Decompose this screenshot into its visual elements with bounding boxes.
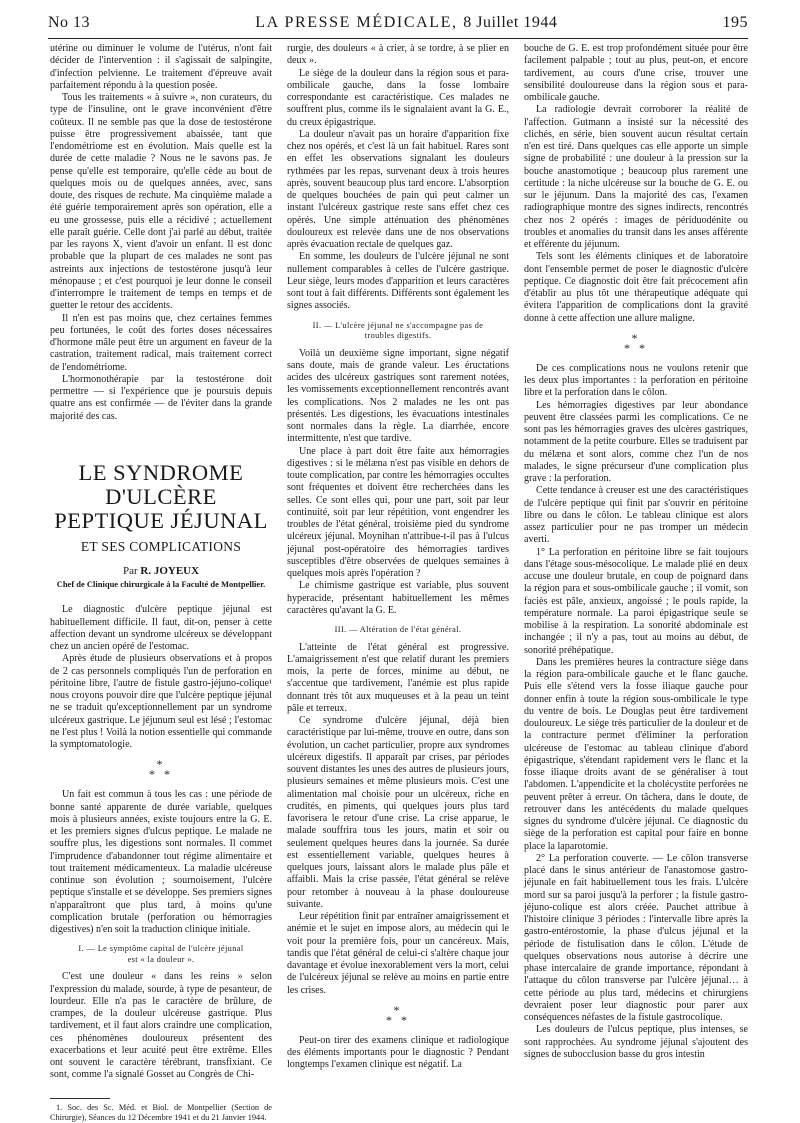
paragraph: C'est une douleur « dans les reins » selon l'expression du malade, sourde, à type de pesanteur, de lourdeur. Elle n'a pas le caractère de brûlure, de crampes, de la douleur ulcéreuse gastrique. Plus tardivement, et il faut alors craindre une complication, ces phénomènes douloureux présentent des exacerbations et leur acuité peut être extrême. Elles ont souvent le caractère térébrant, transfixiant. Ce sont, comme l'a signalé Gosset au Congrès de Chi- xyxy=(50,971,272,1081)
paragraph: 1° La perforation en péritoine libre se fait toujours dans l'étage sous-mésocolique. Le malade plié en deux accuse une douleur brutale, en coup de poignard dans la région para et sous-ombilicale gauche ; il vomit, son faciès est pâle, anxieux, angoissé ; le pouls rapide, la température normale. La paroi épigastrique seule se mobilise à la respiration. La sonorité abdominale est inchangée ; il n'y a pas, tout au moins au début, de sonorité préhépatique. xyxy=(524,546,748,656)
paragraph: Les douleurs de l'ulcus peptique, plus intenses, se sont rapprochées. Au syndrome jéjunal s'ajoutent des signes de subocclusion basse du gros intestin xyxy=(524,1024,748,1060)
paragraph: Une place à part doit être faite aux hémorragies digestives : si le mélæna n'est pas visible en dehors de toute complication, par contre les hémorragies occultes sont fréquentes et doivent être recherchées dans les selles. Ce sont elles qui, pour une part, soit par leur continuité, soit par leur répétition, vont engendrer les troubles de l'état général, troisième pied du syndrome ulcéreux jéjunal. Moynihan n'attribue-t-il pas à l'ulcus jéjunal post-opératoire des hémorragies tardives susceptibles d'être observées de quelques semaines à quelques mois après l'opération ? xyxy=(287,445,509,579)
author-line xyxy=(50,565,272,577)
separator-stars-bottom: * * xyxy=(149,767,173,782)
paragraph: Cette tendance à creuser est une des caractéristiques de l'ulcère peptique qui finit par s'ouvrir en péritoine libre ou dans le côlon. Le tableau clinique est alors assez particulier pour ne pas tromper un médecin averti. xyxy=(524,485,748,546)
paragraph: De ces complications nous ne voulons retenir que les deux plus importantes : la perforation en péritoine libre et la perforation dans le côlon. xyxy=(524,362,748,399)
paragraph: Le siège de la douleur dans la région sous et para-ombilicale gauche, dans la fosse lombaire correspondante est caractéristique. Ces malades ne souffrent plus, comme ils le signalaient avant la G. E., du creux épigastrique. xyxy=(287,67,509,128)
paragraph: bouche de G. E. est trop profondément située pour être facilement palpable ; tout au plus, peut-on, et encore tardivement, au cours d'une crise, trouver une sensibilité douloureuse dans la région sous et para-ombilicale gauche. xyxy=(524,43,748,103)
paragraph: Ce syndrome d'ulcère jéjunal, déjà bien caractéristique par lui-même, trouve en outre, dans son évolution, un cachet particulier, propre aux syndromes ulcéreux digestifs. Il apparaît par crises, par périodes souvent distantes les unes des autres de plusieurs jours, plusieurs semaines et même plusieurs mois. C'est une alimentation mal choisie pour un ulcéreux, riche en crudités, en piments, qui quelques jours plus tard favorisera le retour d'une crise. La crise apparue, le malade souffrira tous les jours, matin et soir ou seulement quelques heures dans la journée. Sa durée est essentiellement variable, quelques heures à quelques jours, laissant alors le malade plus pâle et affaibli. Mais la crise passée, l'état général se relève pour retomber à nouveau à la phase douloureuse suivante. xyxy=(287,715,509,910)
page-number: 195 xyxy=(722,14,748,31)
paragraph: En somme, les douleurs de l'ulcère jéjunal ne sont nullement comparables à celles de l'ulcère gastrique. Leur siège, leurs modes d'apparition et leurs caractères sont tout à fait différents. Différents sont également les signes associés. xyxy=(287,251,509,312)
paragraph: Leur répétition finit par entraîner amaigrissement et anémie et le sujet en impose alors, au médecin qui le voit pour la première fois, pour un cancéreux. Mais, tandis que l'état général de celui-ci s'altère chaque jour davantage et évolue inexorablement vers la mort, celui de l'ulcéreux jéjunal se relève au moins en partie entre les crises. xyxy=(287,911,509,996)
paragraph: Un fait est commun à tous les cas : une période de bonne santé apparente de durée variable, quelques mois à plusieurs années, existe toujours entre la G. E. et les premiers signes d'ulcus peptique. Le malade ne souffre plus, les digestions sont normales. Il commet l'imprudence d'abandonner tout régime alimentaire et tout traitement médicamenteux. La maladie ulcéreuse continue son évolution ; sournoisement, l'ulcère peptique s'installe et se développe. Ses premiers signes n'apparaîtront que plus tard, à moins qu'une complication brutale (perforation ou hémorragies digestives) n'en soit la traduction clinique initiale. xyxy=(50,789,272,935)
author-affiliation: Chef de Clinique chirurgicale à la Faculté de Montpellier. xyxy=(56,579,266,589)
separator-stars-top: * xyxy=(393,1002,403,1017)
article-subtitle: ET SES COMPLICATIONS xyxy=(80,538,242,554)
article-title xyxy=(50,461,272,533)
paragraph: Voilà un deuxième signe important, signe négatif sans doute, mais de grande valeur. Les éructations acides des ulcéreux gastriques sont rarement notées, les vomissements exceptionnellement rencontrés avant les complications. Nos 2 malades ne les ont pas présentés. Les digestions, les évacuations intestinales sont normales dans la règle. La diarrhée, encore intermittente, n'est que tardive. xyxy=(287,347,509,445)
section-heading-line: I. — Le symptôme capital de l'ulcère jéjunal xyxy=(78,944,244,954)
author-name: R. JOYEUX xyxy=(140,564,200,577)
issue-date: 8 Juillet 1944 xyxy=(463,14,558,31)
section-heading-3: III. — Altération de l'état général. xyxy=(334,625,462,634)
column-1 xyxy=(50,43,272,1123)
paragraph: 2° La perforation couverte. — Le côlon transverse placé dans le sinus antérieur de l'anastomose gastro-jéjunale en fait habituellement tous les frais. L'ulcère mord sur sa paroi jusqu'à la perforer ; la fistule gastro-jéjuno-colique est alors créée. Pauchet attribue à l'histoire clinique 3 périodes : l'intervalle libre après la gastro-entérostomie, la phase d'ulcus jéjunal et la période de fistulisation dans le côlon. L'étude de quelques observations nous autorise à décrire une phase intercalaire de grande importance, répondant à l'attaque du côlon transverse par l'ulcère jéjunal… à cette période au plus tard, médecins et chirurgiens devraient poser leur diagnostic pour parer aux conséquences néfastes de la fistule gastrocolique. xyxy=(524,852,748,1023)
paragraph: La radiologie devrait corroborer la réalité de l'affection. Gutmann a insisté sur la nécessité des clichés, en série, bien souvent aucun résultat certain n'en est tiré. Dans quelques cas elle apporte un simple signe de probabilité : une douleur à la pression sur la bouche anastomotique ; beaucoup plus rarement une certitude : la niche ulcéreuse sur la bouche de G. E. ou sur le jéjunum. Dans la majorité des cas, l'examen radiographique montre des signes indirects, rencontrés chez nos 2 opérés : images de périduodénite ou troubles et anomalies du transit dans les anses afférente et efférente du jéjunum. xyxy=(524,104,748,250)
section-heading-line: est « la douleur ». xyxy=(127,954,195,964)
page-header xyxy=(48,10,748,36)
column-3 xyxy=(524,43,748,1061)
paragraph: Tous les traitements « à suivre », non curateurs, du type de l'insuline, ont le grave inconvénient d'être coûteux. Il ne semble pas que la dose de testostérone puisse être progressivement abaissée, tant que l'endométriome est en évolution. Mais quelle est la durée de cette maladie ? Nous ne le savons pas. Je pense qu'elle est temporaire, qu'elle cède au bout de quelques mois ou de quelques années, avec, sans doute, des risques de rechute. Ma cinquième malade a été guérie temporairement après son opération, elle a eu une grossesse, puis elle a récidivé ; actuellement elle paraît guérie. Celle dont j'ai parlé au début, traitée par les rayons X, vient d'avoir un enfant. Il est donc probable que la plupart de ces malades ne sont pas astreints aux injections de testostérone jusqu'à leur ménopause ; et c'est pourquoi je leur donne le conseil d'interrompre le traitement de temps en temps et de guetter le retour des accidents. xyxy=(50,92,272,312)
paragraph: Il n'en est pas moins que, chez certaines femmes peu fortunées, le coût des fortes doses nécessaires d'hormone mâle peut être un argument en faveur de la castration, traitement radical, mais traitement correct de l'endométriome. xyxy=(50,312,272,373)
column-2 xyxy=(287,43,509,1072)
issue-number: No 13 xyxy=(48,14,91,31)
footnote-rule xyxy=(50,1098,110,1099)
paragraph: utérine ou diminuer le volume de l'utérus, n'ont fait décider de l'intervention : il s'agissait de salpingite, d'infection pelvienne. Le traitement d'épreuve avait parfaitement répondu à la question posée. xyxy=(50,43,272,91)
paragraph: Après étude de plusieurs observations et à propos de 2 cas personnels compliqués l'un de perforation en péritoine libre, l'autre de fistule gastro-jéjuno-colique¹ nous croyons pouvoir dire que l'ulcère peptique jéjunal ne se traduit qu'exceptionnellement par un syndrome ulcéreux gastrique. Le jéjunum seul est lésé ; l'estomac ne l'est plus ! Voilà la notion essentielle qui commande la symptomatologie. xyxy=(50,653,272,750)
header-rule xyxy=(48,38,748,39)
paragraph: Le chimisme gastrique est variable, plus souvent hyperacide, présentant habituellement les mêmes caractères qu'avant la G. E. xyxy=(287,580,509,616)
paragraph: rurgie, des douleurs « à crier, à se tordre, à se plier en deux ». xyxy=(287,43,509,67)
section-separator xyxy=(50,757,272,782)
paragraph: La douleur n'avait pas un horaire d'apparition fixe chez nos opérés, et c'est là un fait habituel. Rares sont en effet les observations signalant les douleurs rythmées par les repas, survenant deux à trois heures après, souvent beaucoup plus tard encore. L'absorption de quelques bouchées de pain qui peut calmer un instant l'ulcéreux gastrique reste sans effet chez ces opérés. Une simple atténuation des phénomènes douloureux est relevée dans une de nos observations après évacuation rectale de quelques gaz. xyxy=(287,128,509,250)
section-heading-line: II. — L'ulcère jéjunal ne s'accompagne pas de xyxy=(312,320,484,330)
journal-title: LA PRESSE MÉDICALE, xyxy=(255,14,458,31)
paragraph: L'hormonothérapie par la testostérone doit permettre — si l'expérience que je poursuis depuis quatre ans est confirmée — de l'éviter dans la grande majorité des cas. xyxy=(50,373,272,422)
section-separator xyxy=(524,330,748,355)
separator-stars-bottom: * * xyxy=(624,340,648,355)
article-title-line-2: D'ULCÈRE PEPTIQUE JÉJUNAL xyxy=(54,483,268,533)
separator-stars-top: * xyxy=(631,330,641,345)
section-heading-1 xyxy=(54,944,268,965)
paragraph: Le diagnostic d'ulcère peptique jéjunal est habituellement difficile. Il faut, dit-on, penser à cette affection devant un syndrome ulcéreux se développant chez un ancien opéré de l'estomac. xyxy=(50,604,272,652)
author-prefix: Par xyxy=(122,564,138,577)
paragraph: Dans les premières heures la contracture siège dans la région para-ombilicale gauche et le flanc gauche. Puis elle s'étend vers la fosse iliaque gauche pour donner enfin à toute la région sous-ombilicale le type du ventre de bois. Le Douglas peut être tardivement douloureux. Le siège très particulier de la douleur et de la contracture permet d'éliminer la perforation ulcéreuse de l'estomac au tableau clinique d'abord épigastrique, s'étendant rapidement vers le flanc et la fosse iliaque droits avant de se généraliser à tout l'abdomen. L'appendicite et la cholécystite perforées ne peuvent prêter à erreur. On tâchera, dans le doute, de retrouver dans les antécédents du malade quelques signes du syndrome d'ulcère jéjunal. Ce diagnostic du siège de la perforation est capital pour faire en bonne place la laparotomie. xyxy=(524,656,748,852)
section-heading-2 xyxy=(291,321,505,342)
paragraph: Tels sont les éléments cliniques et de laboratoire dont l'ensemble permet de poser le diagnostic d'ulcère peptique. Ce diagnostic doit être fait précocement afin d'établir au plus tôt une thérapeutique adéquate qui évitera l'apparition de complications dont la gravité donne à cette affection une allure maligne. xyxy=(524,251,748,324)
paragraph: Les hémorragies digestives par leur abondance peuvent être classées parmi les complications. Ce ne sont pas les hémorragies graves des ulcères gastriques, notamment de la petite courbure. Elles se traduisent par du mélæna et sont alors, comme chez l'un de nos malades, le signe précurseur d'une complication plus grave : la perforation. xyxy=(524,399,748,484)
article-title-line-1: LE SYNDROME xyxy=(78,459,244,485)
separator-stars-bottom: * * xyxy=(386,1012,410,1027)
separator-stars-top: * xyxy=(156,757,166,772)
paragraph: L'atteinte de l'état général est progressive. L'amaigrissement n'est que relatif durant les premiers mois, la perte de forces, minime au début, ne s'accentue que tardivement, l'anémie est plus rapide donnant très tôt aux muqueuses et à la peau un teint pâle et terreux. xyxy=(287,641,509,714)
paragraph: Peut-on tirer des examens clinique et radiologique des éléments importants pour le diagnostic ? Pendant longtemps l'examen clinique est négatif. La xyxy=(287,1034,509,1071)
footnote: 1. Soc. des Sc. Méd. et Biol. de Montpellier (Section de Chirurgie), Séances du 12 Décembre 1941 et du 21 Janvier 1944. xyxy=(50,1102,272,1122)
section-heading-line: troubles digestifs. xyxy=(364,331,432,340)
journal-masthead xyxy=(255,14,557,32)
section-separator xyxy=(287,1002,509,1027)
